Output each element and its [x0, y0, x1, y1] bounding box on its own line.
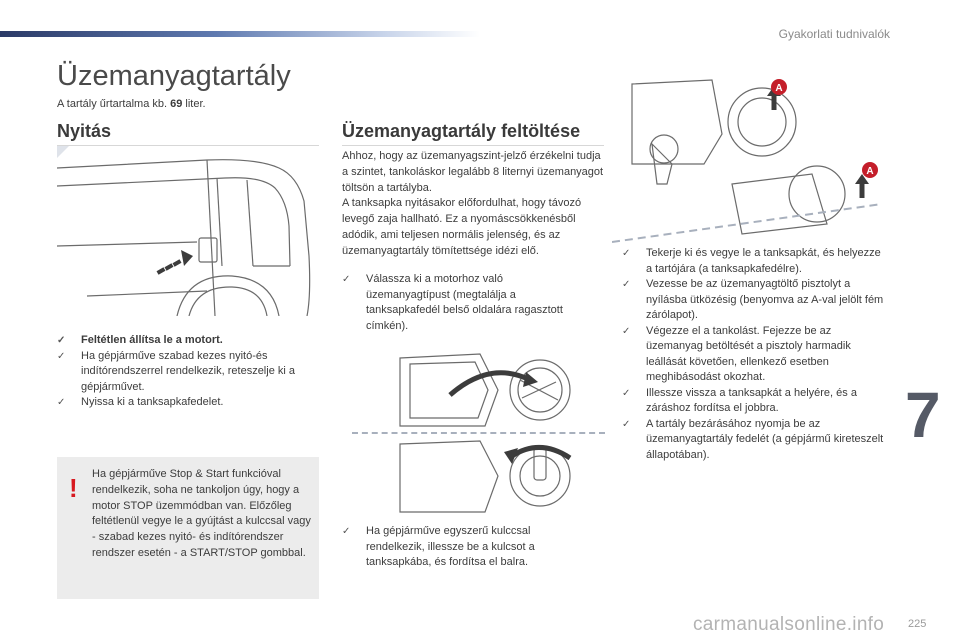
opening-step: ✓ Ha gépjárműve szabad kezes nyitó-és indítórendszerrel rendelkezik, reteszelje ki a gépjárművet.: [57, 349, 295, 393]
capacity-suffix: liter.: [185, 98, 206, 110]
bullet-icon: ✓: [622, 248, 631, 259]
opening-step: ✓ Nyissa ki a tanksapkafedelet.: [57, 395, 319, 411]
fuel-cap-and-nozzle-illustration: [612, 74, 882, 244]
bullet-icon: ✓: [622, 279, 631, 290]
fuel-type-step-list: [342, 272, 580, 334]
bullet-icon: ✓: [622, 418, 631, 430]
dashed-separator: [352, 432, 605, 434]
van-side-drawing: [57, 146, 319, 316]
header-gradient-bar: [0, 31, 480, 37]
key-step: ✓ Ha gépjárműve egyszerű kulccsal rendelkezik, illessze be a kulcsot a tanksapkába, és fordítsa el balra.: [342, 525, 535, 568]
bullet-icon: ✓: [57, 335, 66, 346]
tank-capacity: [57, 98, 206, 110]
bullet-icon: ✓: [622, 325, 631, 337]
refuel-step: ✓ Vezesse be az üzemanyagtöltő pisztolyt a nyílásba ütközésig (benyomva az A-val jelölt fém zárólapot).: [622, 278, 884, 321]
vehicle-fuel-door-illustration: [57, 146, 319, 316]
bullet-icon: ✓: [342, 526, 351, 537]
bullet-icon: ✓: [342, 274, 351, 285]
refuel-step: ✓ Illessze vissza a tanksapkát a helyére, és a záráshoz fordítsa el jobbra.: [622, 386, 857, 414]
key-step-list: [342, 524, 580, 571]
page-number: 225: [908, 618, 927, 630]
refuel-heading: Üzemanyagtartály feltöltése: [342, 121, 581, 141]
key-turn-illustration: [380, 438, 610, 516]
bullet-icon: ✓: [57, 350, 66, 362]
opening-step: ✓ Feltétlen állítsa le a motort.: [57, 333, 319, 349]
fuel-door-open-illustration: [380, 350, 610, 430]
section-label: Gyakorlati tudnivalók: [778, 27, 890, 41]
opening-heading: Nyitás: [57, 121, 112, 141]
bullet-icon: ✓: [57, 397, 66, 408]
capacity-value: 69: [170, 98, 183, 110]
page-title: Üzemanyagtartály: [57, 60, 291, 92]
bullet-icon: ✓: [622, 387, 631, 399]
chapter-number: 7: [905, 379, 941, 451]
stop-start-warning-box: [57, 457, 319, 599]
fuel-type-step: ✓ Válassza ki a motorhoz való üzemanyagtípust (megtalálja a tanksapkafedél belső oldalára ragasztott címkén).: [342, 273, 563, 332]
warning-icon: !: [69, 473, 78, 503]
refuel-intro: Ahhoz, hogy az üzemanyagszint-jelző érzékelni tudja a szintet, tankoláskor legalább 8 liternyi üzemanyagot töltsön a tartályba. A tanksapka nyitásakor előfordulhat, hogy távozó levegő zaja hallható. Ez a nyomáscsökkenésből adódik, ami teljesen normális jelenség, és az üzemanyagtartály tömítettsége idézi elő.: [342, 150, 604, 257]
opening-steps-list: [57, 333, 319, 411]
refuel-step: ✓ A tartály bezárásához nyomja be az üzemanyagtartály fedelét (a gépjármű kireteszelt állapotában).: [622, 417, 884, 461]
watermark: carmanualsonline.info: [693, 614, 885, 635]
label-a-top: A: [775, 83, 783, 94]
label-a-bottom: A: [866, 166, 874, 177]
refuel-step: ✓ Végezze el a tankolást. Fejezze be az üzemanyag betöltését a pisztoly harmadik leállását követően, ellenkező esetben meghibásodást okozhat.: [622, 324, 851, 383]
capacity-prefix: A tartály űrtartalma kb.: [57, 98, 168, 110]
refuel-steps-list: [622, 246, 884, 463]
refuel-heading-divider: [342, 145, 604, 146]
image-corner-mark: [57, 146, 69, 158]
warning-text: Ha gépjárműve Stop & Start funkcióval rendelkezik, soha ne tankoljon úgy, hogy a motor STOP üzemmódban van. Előzőleg feltétlenül vegye le a gyújtást a kulccsal vagy - szabad kezes nyitó- és indítórendszer rendszer esetén - a START/STOP gombbal.: [92, 468, 311, 559]
refuel-step: ✓ Tekerje ki és vegye le a tanksapkát, és helyezze a tartójára (a tanksapkafedélre).: [622, 247, 881, 275]
